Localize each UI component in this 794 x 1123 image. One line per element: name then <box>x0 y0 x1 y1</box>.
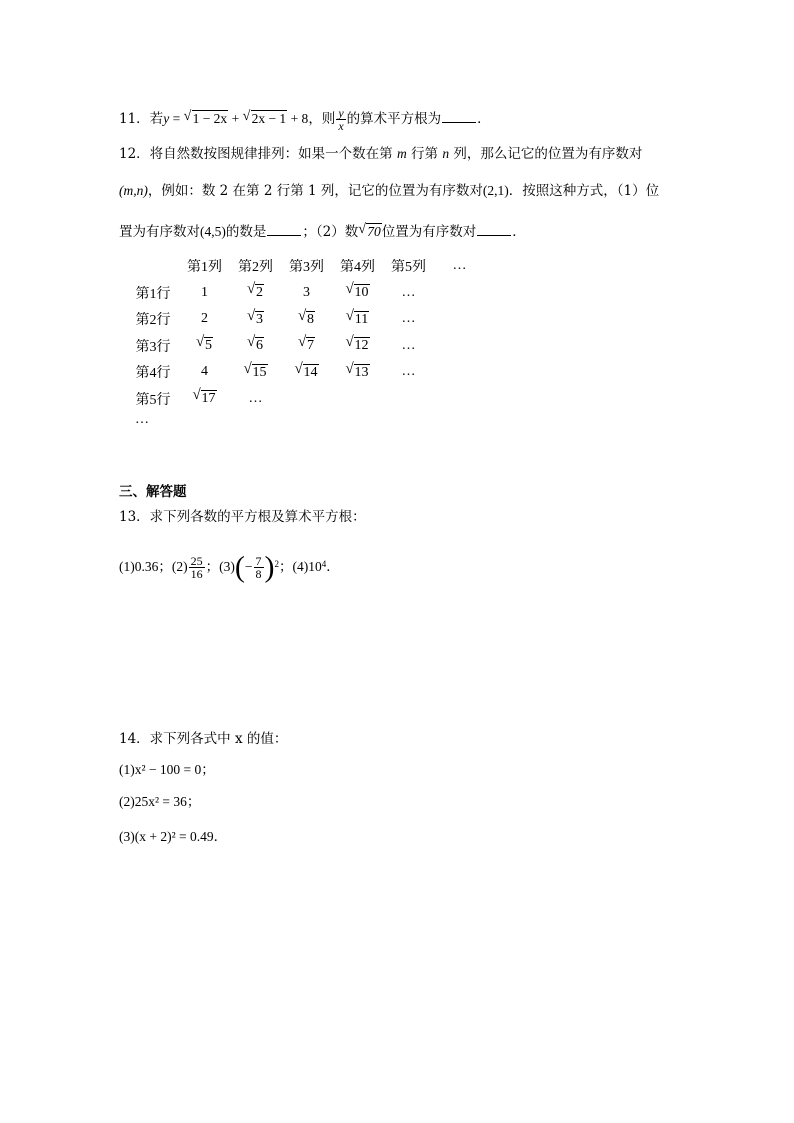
question-12-line-1: 12．将自然数按图规律排列：如果一个数在第 m 行第 n 列，那么记它的位置为有序数对 <box>119 146 643 162</box>
col-header: 第2列 <box>238 260 273 276</box>
answer-blank[interactable] <box>267 221 301 236</box>
row-label: 第2行 <box>135 313 171 329</box>
row-label: 第3行 <box>135 339 171 355</box>
q11-var-y: y <box>163 111 170 126</box>
table-cell: 3 <box>303 284 310 300</box>
table-cell: … <box>401 284 416 300</box>
table-row <box>119 333 485 360</box>
table-cell <box>332 306 383 333</box>
equation-3: (3)(x + 2)² = 0.49． <box>119 829 228 844</box>
table-cell <box>230 306 281 333</box>
pair-4-5: (4,5) <box>200 224 226 239</box>
table-cell <box>332 359 383 386</box>
col-header: 第3列 <box>289 260 324 276</box>
sqrt-value: √ 10 <box>345 281 369 301</box>
sqrt-value: √ 7 <box>298 334 314 354</box>
number-arrangement-table <box>119 253 485 412</box>
pair-2-1: (2,1) <box>482 183 509 198</box>
equation-1: (1)x² − 100 = 0； <box>119 762 215 777</box>
sqrt-value: √ 12 <box>345 334 369 354</box>
q11-equals: = <box>169 111 184 126</box>
table-cell: … <box>401 364 416 380</box>
fraction-7-8: $\frac{7}{8}$ <box>255 554 262 581</box>
table-row <box>119 359 485 386</box>
sqrt-value: √ 11 <box>345 307 369 327</box>
table-row <box>119 280 485 307</box>
question-12-line-2: (m,n)，例如：数 2 在第 2 行第 1 列，记它的位置为有序数对(2,1)．按照这种方式，（1）位 <box>119 183 660 199</box>
answer-blank[interactable] <box>477 221 511 236</box>
question-13-parts: (1)0.36；(2) $\frac{25}{16}$ ；(3)(− $\frac{7}{8}$ )$^2$；$(4)10^4$． <box>119 550 340 584</box>
table-cell <box>383 386 434 413</box>
table-cell <box>281 306 332 333</box>
sqrt-value: √ 8 <box>298 307 314 327</box>
sqrt-value: √ 2 <box>247 281 263 301</box>
sqrt-value: √ 14 <box>294 360 318 380</box>
table-cell <box>332 333 383 360</box>
table-cell <box>281 386 332 413</box>
answer-blank[interactable] <box>442 108 476 123</box>
pair-mn: (m,n) <box>119 183 148 198</box>
row-label: 第5行 <box>135 392 171 408</box>
fraction-25-16: $\frac{25}{16}$ <box>190 554 203 581</box>
table-cell: … <box>248 390 263 406</box>
sqrt-value: √ 6 <box>247 334 263 354</box>
q11-sqrt-2: √ 2x − 1 <box>242 109 287 126</box>
table-cell: 2 <box>201 311 208 327</box>
equation-2: (2)25x² = 36； <box>119 794 201 809</box>
sqrt-70: √ 70 <box>358 222 381 239</box>
sqrt-value: √ 5 <box>196 334 212 354</box>
question-14: 14．求下列各式中 x 的值： <box>119 731 288 747</box>
col-header: … <box>452 258 467 274</box>
table-cell: … <box>401 311 416 327</box>
question-12-line-3: 置为有序数对(4,5)的数是 ；（2）数 √ 70位置为有序数对 ． <box>119 221 526 243</box>
table-cell <box>230 280 281 307</box>
table-row <box>119 306 485 333</box>
sqrt-value: √ 17 <box>192 387 216 407</box>
table-cell <box>230 333 281 360</box>
sqrt-value: √ 13 <box>345 360 369 380</box>
table-cell <box>281 333 332 360</box>
q11-fraction: $\frac{y}{x}$ <box>338 106 344 133</box>
question-11: 11．若y = √ 1 − 2x + √ 2x − 1 + 8，则 $\frac{y}{x}$ 的算术平方根为 ． <box>119 106 491 133</box>
table-cell: 1 <box>201 284 208 300</box>
col-header: 第1列 <box>187 260 222 276</box>
table-cell: 4 <box>201 364 208 380</box>
sqrt-value: √ 3 <box>247 307 263 327</box>
sqrt-value: √ 15 <box>243 360 267 380</box>
question-13: 13．求下列各数的平方根及算术平方根： <box>119 509 366 525</box>
table-cell <box>332 386 383 413</box>
col-header: 第4列 <box>340 260 375 276</box>
section-heading: 三、解答题 <box>119 484 187 500</box>
table-cell <box>332 280 383 307</box>
table-row <box>119 386 485 413</box>
q11-sqrt-1: √ 1 − 2x <box>183 109 228 126</box>
table-more-rows: … <box>135 412 149 427</box>
table-header-row <box>119 253 485 280</box>
row-label: 第1行 <box>135 286 171 302</box>
table-cell <box>281 359 332 386</box>
table-cell <box>230 359 281 386</box>
row-label: 第4行 <box>135 366 171 382</box>
col-header: 第5列 <box>391 260 426 276</box>
table-cell: … <box>401 337 416 353</box>
table-cell <box>179 386 230 413</box>
q11-prefix: 11．若 <box>119 111 164 127</box>
table-cell <box>179 333 230 360</box>
